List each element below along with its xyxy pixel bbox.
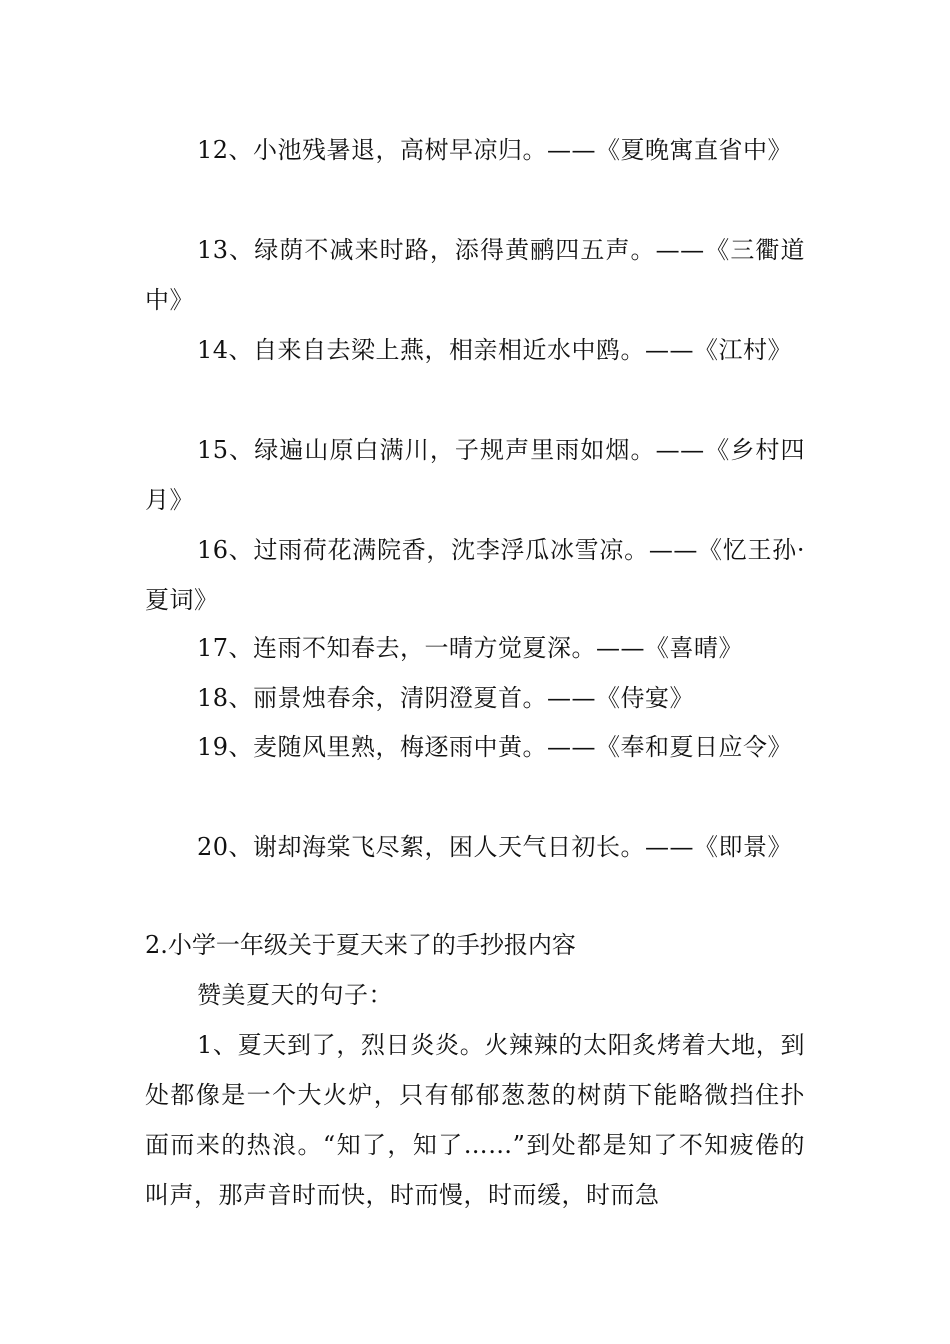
poem-line-12: 12、小池残暑退，高树早凉归。——《夏晚寓直省中》 xyxy=(197,136,793,164)
poem-line-19: 19、麦随风里熟，梅逐雨中黄。——《奉和夏日应令》 xyxy=(197,733,793,761)
section-heading: 2.小学一年级关于夏天来了的手抄报内容 xyxy=(145,931,576,959)
poem-line-14: 14、自来自去梁上燕，相亲相近水中鸥。——《江村》 xyxy=(197,336,793,364)
subheading: 赞美夏天的句子： xyxy=(197,981,393,1009)
poem-line-20: 20、谢却海棠飞尽絮，困人天气日初长。——《即景》 xyxy=(197,833,793,861)
poem-line-15: 15、绿遍山原白满川，子规声里雨如烟。——《乡村四月》 xyxy=(145,436,805,514)
poem-line-13: 13、绿荫不减来时路，添得黄鹂四五声。——《三衢道中》 xyxy=(145,236,805,314)
poem-line-16: 16、过雨荷花满院香，沈李浮瓜冰雪凉。——《忆王孙·夏词》 xyxy=(145,536,805,614)
body-paragraph: 1、夏天到了，烈日炎炎。火辣辣的太阳炙烤着大地，到处都像是一个大火炉，只有郁郁葱葱的树荫下能略微挡住扑面而来的热浪。“知了，知了……”到处都是知了不知疲倦的叫声，那声音时而快，时而慢，时而缓，时而急 xyxy=(145,1031,805,1209)
poem-line-18: 18、丽景烛春余，清阴澄夏首。——《侍宴》 xyxy=(197,684,695,712)
poem-line-17: 17、连雨不知春去，一晴方觉夏深。——《喜晴》 xyxy=(197,634,744,662)
